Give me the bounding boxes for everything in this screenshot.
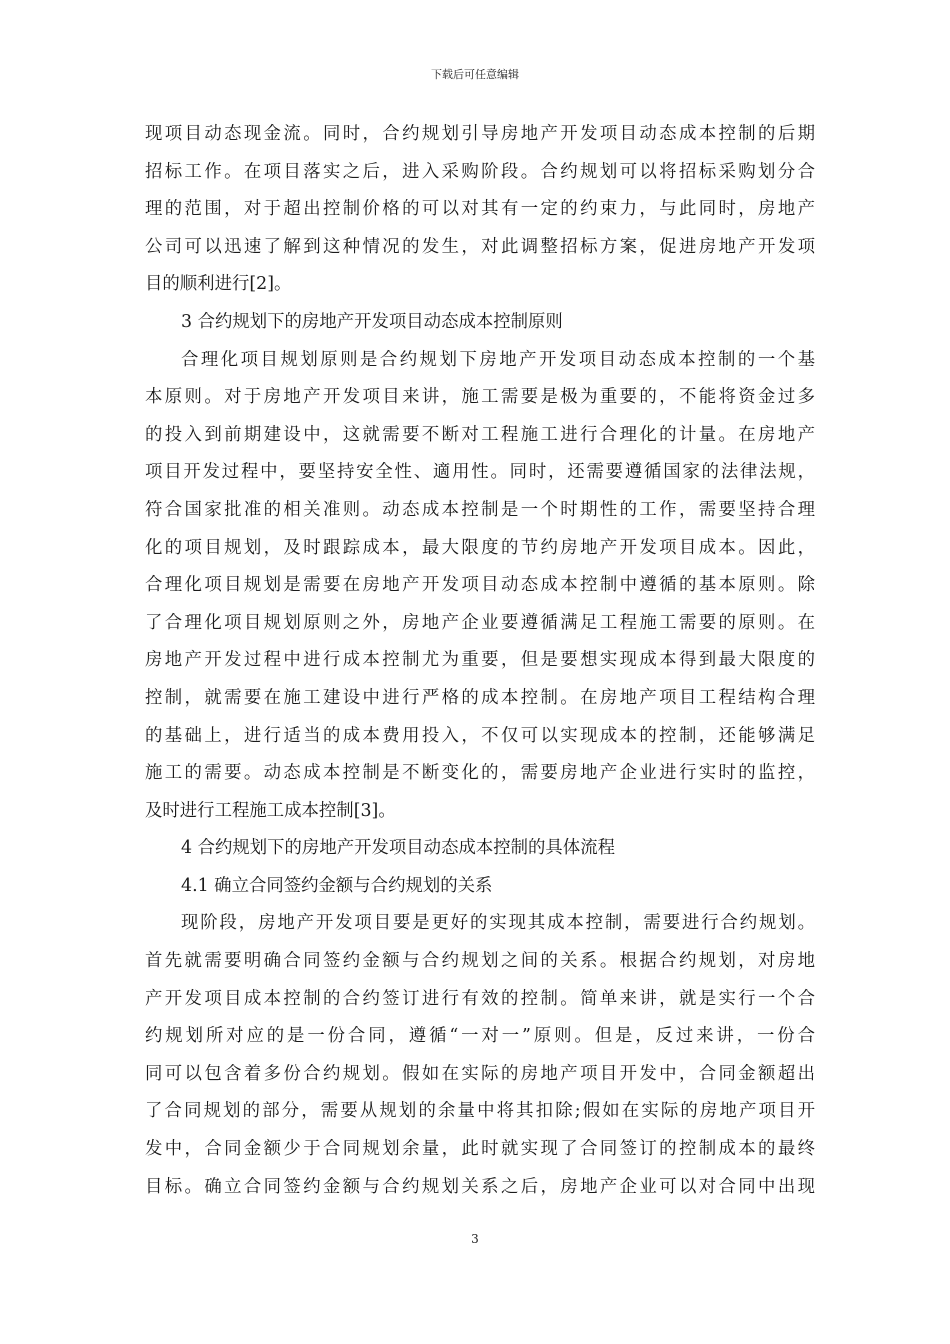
text-line: 发中，合同金额少于合同规划余量，此时就实现了合同签订的控制成本的最终 <box>145 1139 815 1160</box>
text-line: 本原则。对于房地产开发项目来讲，施工需要是极为重要的，不能将资金过多 <box>145 387 815 408</box>
text-line: 了合理化项目规划原则之外，房地产企业要遵循满足工程施工需要的原则。在 <box>145 612 815 633</box>
text-line: 化的项目规划，及时跟踪成本，最大限度的节约房地产开发项目成本。因此， <box>145 537 815 558</box>
text-line: 的投入到前期建设中，这就需要不断对工程施工进行合理化的计量。在房地产 <box>145 424 815 445</box>
text-line: 现项目动态现金流。同时，合约规划引导房地产开发项目动态成本控制的后期 <box>145 124 815 144</box>
text-line: 理的范围，对于超出控制价格的可以对其有一定的约束力，与此同时，房地产 <box>145 199 815 220</box>
body-text <box>145 116 815 1206</box>
text-line: 合理化项目规划原则是合约规划下房地产开发项目动态成本控制的一个基 <box>181 349 815 370</box>
text-line: 公司可以迅速了解到这种情况的发生，对此调整招标方案，促进房地产开发项 <box>145 236 815 257</box>
text-line: 房地产开发过程中进行成本控制尤为重要，但是要想实现成本得到最大限度的 <box>145 650 815 671</box>
text-line: 现阶段，房地产开发项目要是更好的实现其成本控制，需要进行合约规划。 <box>181 913 815 934</box>
text-line: 招标工作。在项目落实之后，进入采购阶段。合约规划可以将招标采购划分合 <box>145 161 815 182</box>
text-line: 及时进行工程施工成本控制[3]。 <box>145 800 396 821</box>
text-line: 产开发项目成本控制的合约签订进行有效的控制。简单来讲，就是实行一个合 <box>145 988 815 1009</box>
text-line: 的基础上，进行适当的成本费用投入，不仅可以实现成本的控制，还能够满足 <box>145 725 815 746</box>
page-header: 下载后可任意编辑 <box>431 68 519 81</box>
text-line: 符合国家批准的相关准则。动态成本控制是一个时期性的工作，需要坚持合理 <box>145 499 815 520</box>
text-line: 项目开发过程中，要坚持安全性、適用性。同时，还需要遵循国家的法律法规， <box>145 462 815 483</box>
section-heading: 4 合约规划下的房地产开发项目动态成本控制的具体流程 <box>181 838 615 859</box>
text-line: 首先就需要明确合同签约金额与合约规划之间的关系。根据合约规划，对房地 <box>145 951 815 972</box>
text-line: 控制，就需要在施工建设中进行严格的成本控制。在房地产项目工程结构合理 <box>145 687 815 708</box>
text-line: 了合同规划的部分，需要从规划的余量中将其扣除;假如在实际的房地产项目开 <box>145 1101 815 1122</box>
text-line: 同可以包含着多份合约规划。假如在实际的房地产项目开发中，合同金额超出 <box>145 1063 815 1084</box>
text-line: 约规划所对应的是一份合同，遵循“一对一”原则。但是，反过来讲，一份合 <box>145 1026 815 1047</box>
page-number: 3 <box>471 1232 479 1246</box>
text-line: 目标。确立合同签约金额与合约规划关系之后，房地产企业可以对合同中出现 <box>145 1176 815 1197</box>
section-heading: 3 合约规划下的房地产开发项目动态成本控制原则 <box>181 311 563 332</box>
text-line: 施工的需要。动态成本控制是不断变化的，需要房地产企业进行实时的监控， <box>145 763 815 784</box>
section-heading: 4.1 确立合同签约金额与合约规划的关系 <box>181 875 493 896</box>
text-line: 目的顺利进行[2]。 <box>145 274 292 295</box>
text-line: 合理化项目规划是需要在房地产开发项目动态成本控制中遵循的基本原则。除 <box>145 575 815 596</box>
